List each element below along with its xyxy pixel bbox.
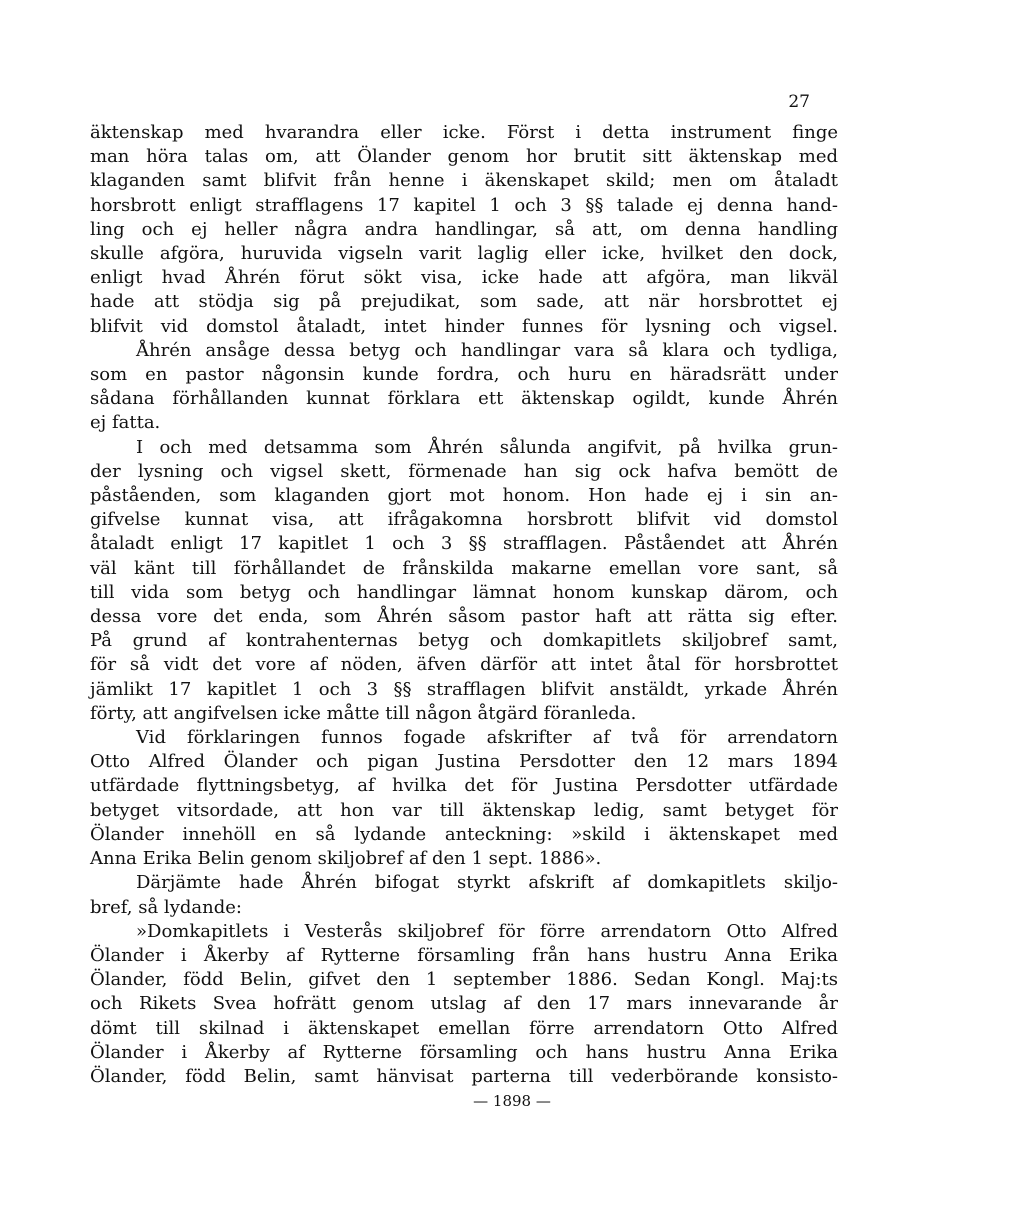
text-line: blifvit vid domstol åtaladt, intet hinder funnes för lysning och vigsel. [90,315,838,337]
text-line: betyget vitsordade, att hon var till äktenskap ledig, samt betyget för [90,799,838,821]
text-line: dömt till skilnad i äktenskapet emellan förre arrendatorn Otto Alfred [90,1017,838,1039]
text-line: På grund af kontrahenternas betyg och domkapitlets skiljobref samt, [90,630,838,652]
text-line: som en pastor någonsin kunde fordra, och huru en häradsrätt under [90,364,838,386]
text-line: Ölander innehöll en så lydande anteckning: »skild i äktenskapet med [90,823,838,845]
text-line: bref, så lydande: [90,896,242,918]
text-line: man höra talas om, att Ölander genom hor brutit sitt äktenskap med [90,146,838,168]
text-line: gifvelse kunnat visa, att ifrågakomna horsbrott blifvit vid domstol [90,509,838,531]
page-text [90,121,838,1089]
text-line: påståenden, som klaganden gjort mot honom. Hon hade ej i sin an- [90,485,838,507]
page-number: 27 [788,92,810,112]
text-line: Ölander i Åkerby af Rytterne församling från hans hustru Anna Erika [90,944,838,966]
text-line: ling och ej heller några andra handlingar, så att, om denna handling [90,218,838,240]
text-line: förty, att angifvelsen icke måtte till någon åtgärd föranleda. [90,702,637,724]
text-line: ej fatta. [90,412,161,434]
text-line: Därjämte hade Åhrén bifogat styrkt afskrift af domkapitlets skiljo- [136,872,838,894]
text-line: jämlikt 17 kapitlet 1 och 3 §§ strafflagen blifvit anstäldt, yrkade Åhrén [90,678,838,700]
text-line: äktenskap med hvarandra eller icke. Först i detta instrument finge [90,122,838,143]
text-line: Anna Erika Belin genom skiljobref af den 1 sept. 1886». [90,848,602,870]
text-line: sådana förhållanden kunnat förklara ett äktenskap ogildt, kunde Åhrén [90,388,838,410]
text-line: dessa vore det enda, som Åhrén såsom pastor haft att rätta sig efter. [90,606,838,628]
text-line: utfärdade flyttningsbetyg, af hvilka det för Justina Persdotter utfärdade [90,775,838,797]
text-line: för så vidt det vore af nöden, äfven därför att intet åtal för horsbrottet [90,654,838,676]
text-line: Ölander, född Belin, samt hänvisat parterna till vederbörande konsisto- [90,1065,838,1087]
text-line: och Rikets Svea hofrätt genom utslag af den 17 mars innevarande år [90,993,838,1015]
text-line: skulle afgöra, huruvida vigseln varit laglig eller icke, hvilket den dock, [90,243,838,265]
text-line: klaganden samt blifvit från henne i äkenskapet skild; men om åtaladt [90,170,838,192]
text-line: hade att stödja sig på prejudikat, som sade, att när horsbrottet ej [90,291,838,313]
text-line: Ölander, född Belin, gifvet den 1 september 1886. Sedan Kongl. Maj:ts [90,969,838,991]
text-line: Otto Alfred Ölander och pigan Justina Persdotter den 12 mars 1894 [90,751,838,773]
text-line: enligt hvad Åhrén förut sökt visa, icke hade att afgöra, man likväl [90,267,838,289]
text-line: horsbrott enligt strafflagens 17 kapitel 1 och 3 §§ talade ej denna hand- [90,194,838,216]
text-line: Vid förklaringen funnos fogade afskrifter af två för arrendatorn [136,727,838,749]
text-line: åtaladt enligt 17 kapitlet 1 och 3 §§ strafflagen. Påståendet att Åhrén [90,533,838,555]
text-line: der lysning och vigsel skett, förmenade han sig ock hafva bemött de [90,460,838,482]
text-line: Åhrén ansåge dessa betyg och handlingar vara så klara och tydliga, [136,339,838,361]
text-line: till vida som betyg och handlingar lämnat honom kunskap därom, och [90,581,838,603]
text-line: »Domkapitlets i Vesterås skiljobref för förre arrendatorn Otto Alfred [136,920,838,942]
page-footer: — 1898 — [473,1092,551,1110]
text-line: väl känt till förhållandet de frånskilda makarne emellan vore sant, så [90,557,838,579]
text-line: I och med detsamma som Åhrén sålunda angifvit, på hvilka grun- [136,436,838,458]
text-line: Ölander i Åkerby af Rytterne församling och hans hustru Anna Erika [90,1041,838,1063]
